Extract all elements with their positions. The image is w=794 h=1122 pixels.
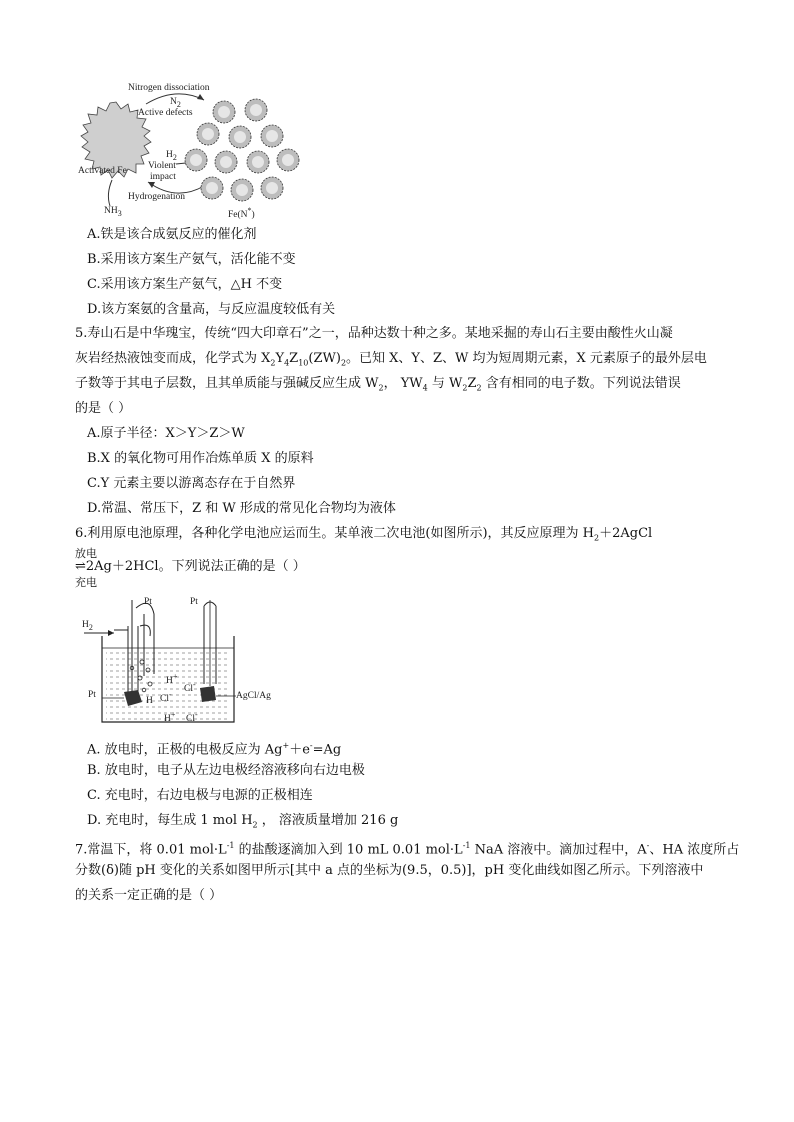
- q5-option-b: B.X 的氧化物可用作冶炼单质 X 的原料: [87, 451, 314, 466]
- q5-stem-line4: 的是（ ）: [75, 401, 132, 416]
- label-h-small: H: [146, 696, 153, 706]
- label-h-plus-2: H+: [164, 710, 176, 725]
- q7-stem-line1: 7.常温下，将 0.01 $mol\cdot L^{-1}$ 的盐酸逐滴加入到 10 mL 0.01 $mol\cdot L^{-1}$ NaA 溶液中。滴加过程中，A-、HA 浓度所占: [75, 841, 740, 858]
- q4-option-c: C.采用该方案生产氨气，△H 不变: [87, 277, 283, 292]
- q6-option-a: A. 放电时，正极的电极反应为 Ag+＋e-=Ag: [87, 741, 342, 758]
- label-fe-n: Fe(N*): [228, 206, 255, 221]
- q4-option-b: B.采用该方案生产氨气，活化能不变: [87, 252, 296, 267]
- label-pt-right-top: Pt: [190, 597, 198, 607]
- label-cl-2: Cl-: [160, 690, 172, 705]
- q6-stem-line2: ⇌2Ag＋2HCl。下列说法正确的是（ ）: [75, 559, 306, 574]
- label-pt-left-top: Pt: [144, 597, 152, 607]
- battery-drawing: [80, 596, 300, 726]
- q7-stem-line2: 分数(δ)随 pH 变化的关系如图甲所示[其中 a 点的坐标为(9.5，0.5)]，pH 变化曲线如图乙所示。下列溶液中: [75, 863, 704, 878]
- label-h2: $H_2$: [166, 150, 177, 162]
- label-agcl-ag: AgCl/Ag: [236, 691, 271, 701]
- q5-stem-line3: 子数等于其电子层数，且其单质能与强碱反应生成 $W_2$， $YW_4$ 与 $W_2Z_2$ 含有相同的电子数。下列说法错误: [75, 376, 681, 393]
- label-active-defects: Active defects: [138, 108, 193, 118]
- q6-stem-line1: 6.利用原电池原理，各种化学电池应运而生。某单液二次电池(如图所示)，其反应原理为 $H_2+2AgCl$: [75, 526, 653, 543]
- label-h-plus-1: H+: [166, 672, 178, 687]
- label-cl-1: Cl-: [184, 680, 196, 695]
- label-nitrogen-dissociation: Nitrogen dissociation: [128, 83, 210, 93]
- q6-option-c: C. 充电时，右边电极与电源的正极相连: [87, 788, 313, 803]
- q4-option-d: D.该方案氨的含量高，与反应温度较低有关: [87, 302, 336, 317]
- nitrogen-dissociation-figure: [76, 82, 316, 222]
- q6-discharge-label: 放电: [75, 547, 97, 560]
- figure1-drawing: [76, 82, 316, 222]
- q6-option-b: B. 放电时，电子从左边电极经溶液移向右边电极: [87, 763, 365, 778]
- label-n2: $N_2$: [170, 97, 181, 109]
- label-impact: impact: [150, 172, 176, 182]
- label-h2-inlet: $H_2$: [82, 620, 93, 632]
- q6-charge-label: 充电: [75, 576, 97, 589]
- q5-stem-line2: 灰岩经热液蚀变而成，化学式为 $X_2Y_4Z_{10}(ZW)_2$。已知 X、Y、Z、W 均为短周期元素，X 元素原子的最外层电: [75, 351, 707, 368]
- label-pt-side: Pt: [88, 690, 96, 700]
- q6-option-d: D. 充电时，每生成 1 mol $H_2$ ， 溶液质量增加 216 g: [87, 813, 399, 830]
- q5-option-c: C.Y 元素主要以游离态存在于自然界: [87, 476, 296, 491]
- q5-option-d: D.常温、常压下，Z 和 W 形成的常见化合物均为液体: [87, 501, 396, 516]
- label-activated-fe: Activated Fe: [78, 166, 127, 176]
- q5-stem-line1: 5.寿山石是中华瑰宝，传统“四大印章石”之一，品种达数十种之多。某地采掘的寿山石主要由酸性火山凝: [75, 326, 673, 341]
- q4-option-a: A.铁是该合成氨反应的催化剂: [87, 227, 257, 242]
- label-violent: Violent: [148, 161, 176, 171]
- label-hydrogenation: Hydrogenation: [128, 192, 185, 202]
- q7-stem-line3: 的关系一定正确的是（ ）: [75, 888, 223, 903]
- battery-figure: [80, 596, 300, 726]
- label-nh3: $NH_3$: [104, 206, 122, 218]
- q5-option-a: A.原子半径：X＞Y＞Z＞W: [87, 426, 245, 441]
- label-cl-3: Cl-: [186, 710, 198, 725]
